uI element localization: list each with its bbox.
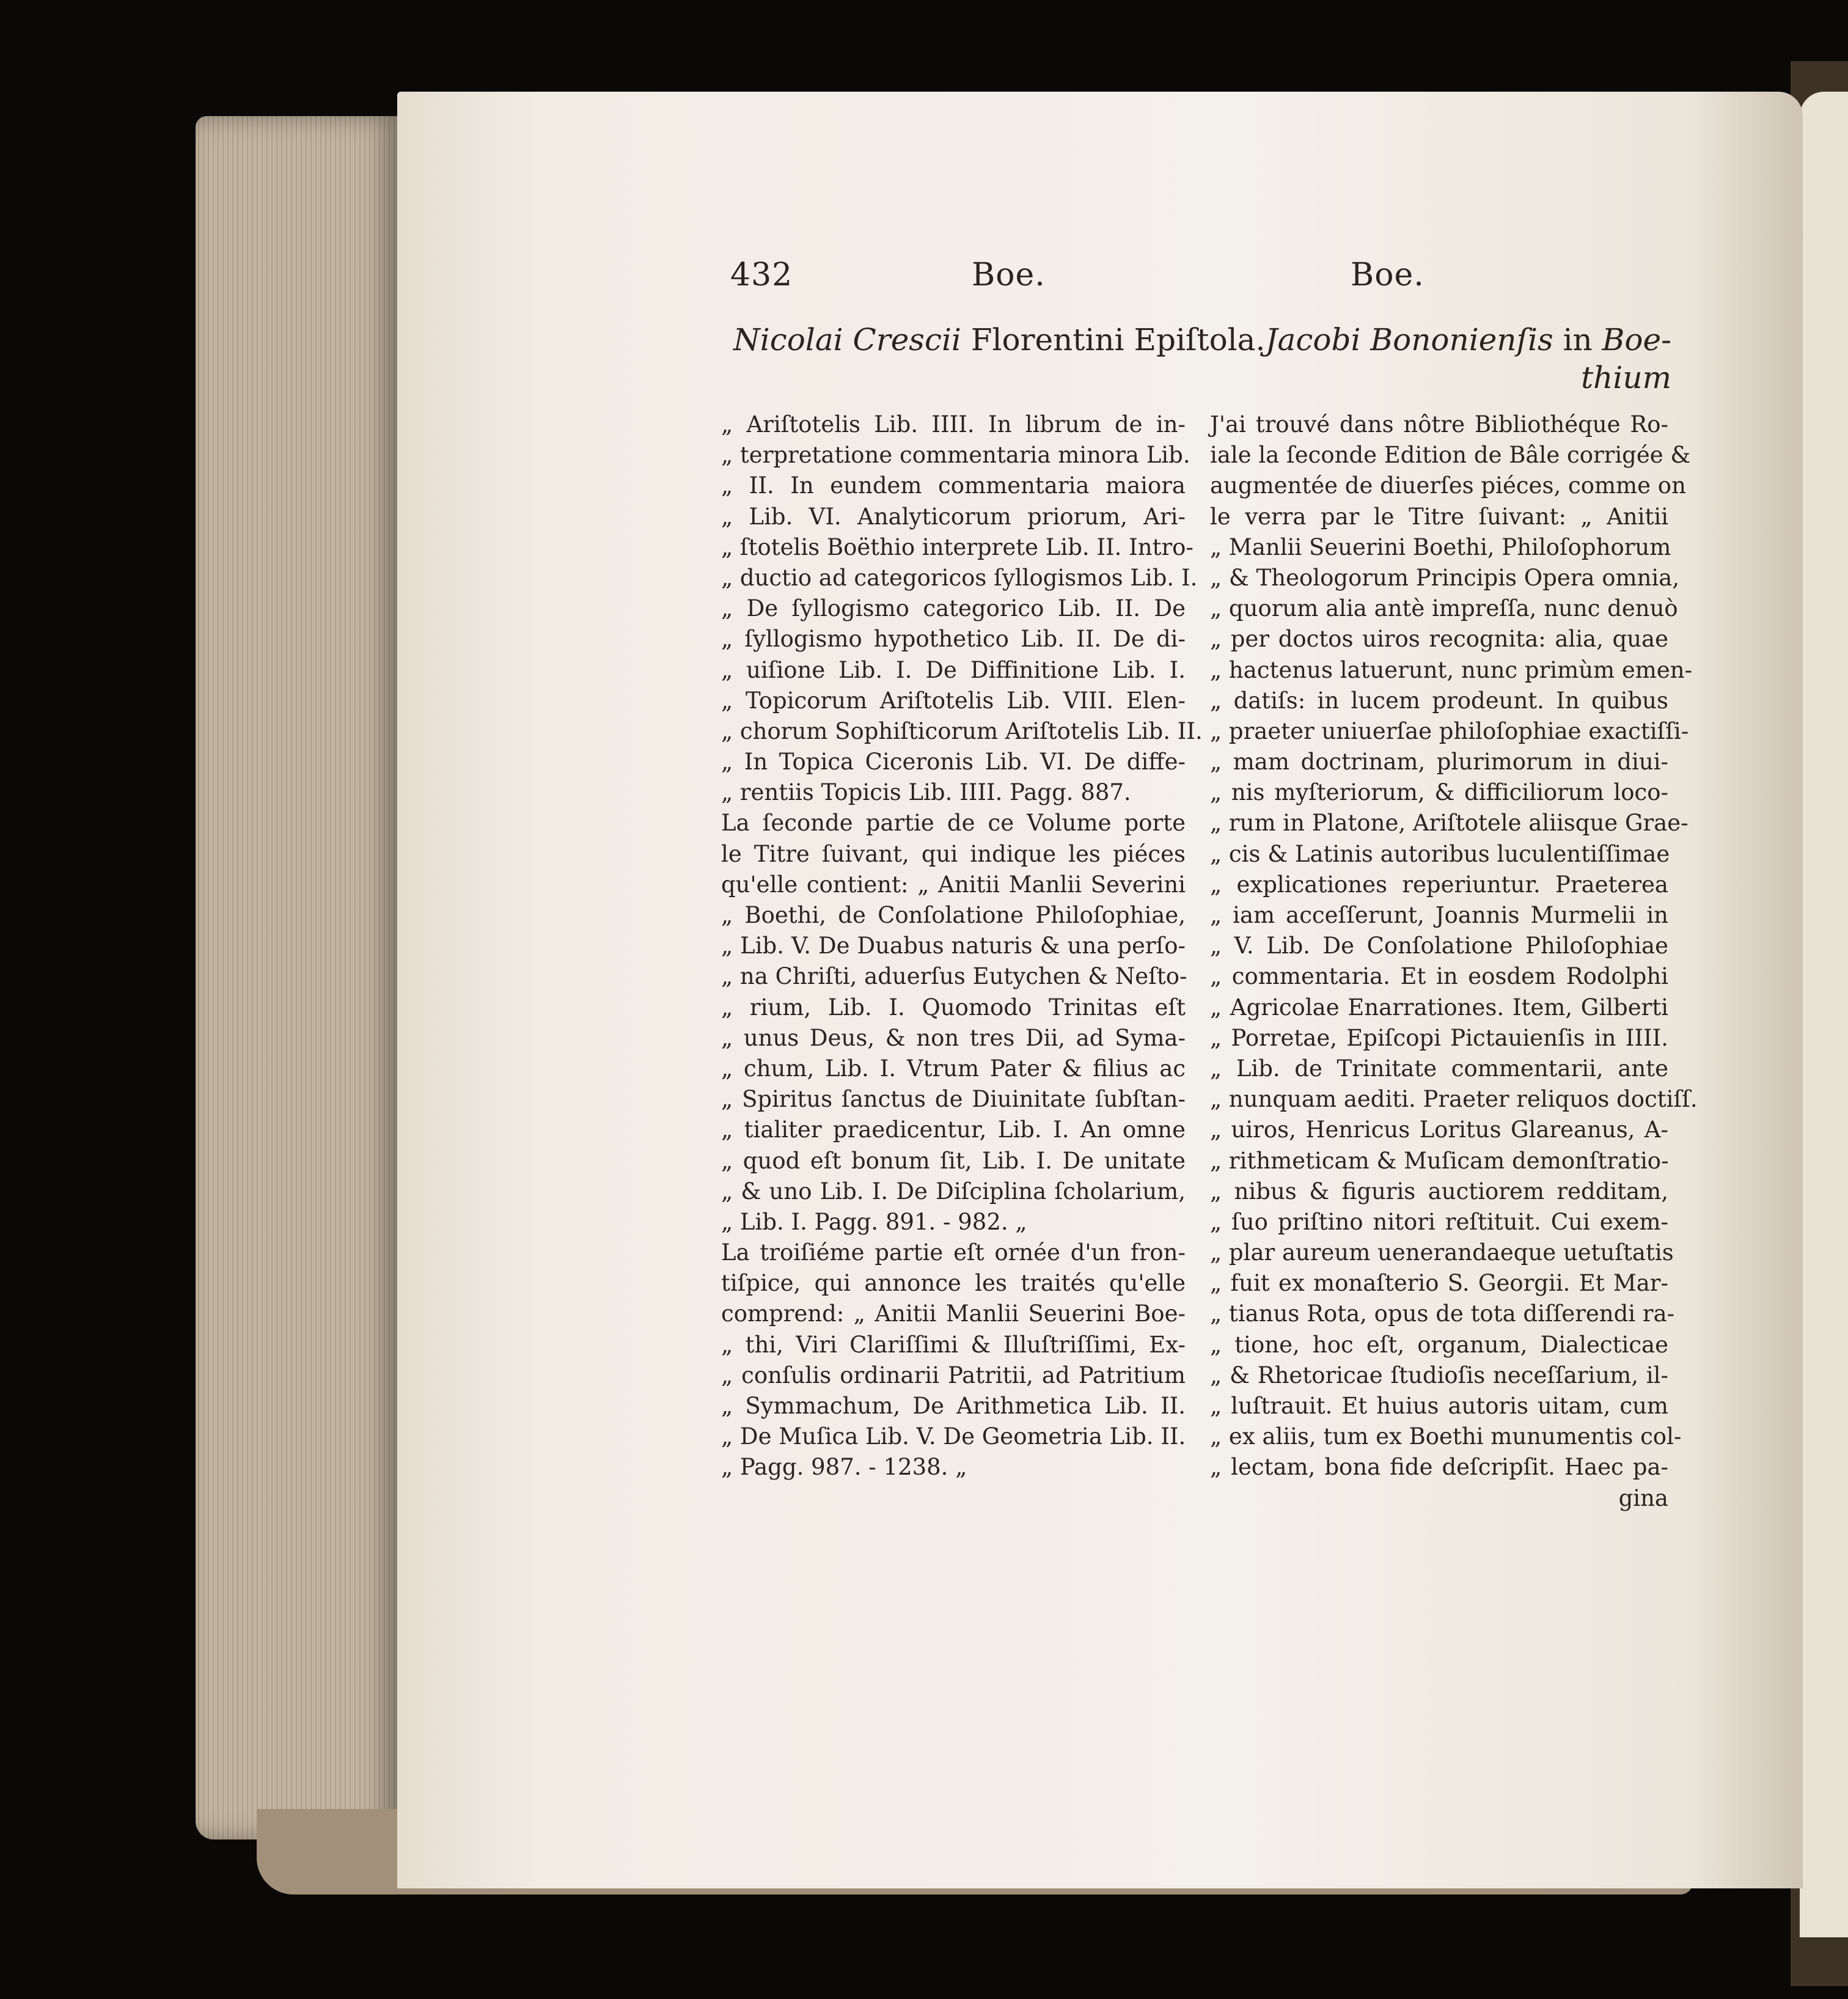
text-line: „ Lib. I. Pagg. 891. - 982. „ — [721, 1208, 1027, 1235]
text-line: „ II. In eundem commentaria maiora — [721, 472, 1186, 499]
text-line: le verra par le Titre ſuivant: „ Anitii — [1210, 503, 1668, 530]
text-line: „ unus Deus, & non tres Dii, ad Syma- — [721, 1024, 1186, 1051]
text-line: „ datiſs: in lucem prodeunt. In quibus — [1210, 687, 1668, 714]
text-line: „ rum in Platone, Ariſtotele aliisque Grae- — [1210, 810, 1689, 837]
text-line: qu'elle contient: „ Anitii Manlii Severini — [721, 871, 1186, 898]
text-line: „ nunquam aediti. Praeter reliquos doctiſſ. — [1210, 1086, 1698, 1113]
text-line: „ Lib. V. De Duabus naturis & una perſo- — [721, 933, 1186, 959]
text-line: „ In Topica Ciceronis Lib. VI. De diffe- — [721, 749, 1186, 776]
text-line: „ De Muſica Lib. V. De Geometria Lib. II. — [721, 1423, 1186, 1450]
text-line: „ chorum Sophiſticorum Ariſtotelis Lib. II. — [721, 717, 1203, 744]
right-heading-italic: Jacobi Bononienſis — [1265, 322, 1553, 358]
text-line: iale la ſeconde Edition de Bâle corrigée & — [1210, 442, 1691, 469]
right-heading-line-1 — [1262, 321, 1671, 359]
text-line: J'ai trouvé dans nôtre Bibliothéque Ro- — [1210, 411, 1668, 438]
right-heading-roman: in — [1553, 322, 1602, 358]
text-line: „ uiros, Henricus Loritus Glareanus, A- — [1210, 1117, 1668, 1143]
text-line: La troiſiéme partie eſt ornée d'un fron- — [721, 1239, 1186, 1266]
text-line: „ cis & Latinis autoribus luculentiſſimae — [1210, 840, 1670, 867]
text-line: gina — [1618, 1484, 1668, 1511]
text-line: „ explicationes reperiuntur. Praeterea — [1210, 871, 1668, 898]
text-line: „ V. Lib. De Conſolatione Philoſophiae — [1210, 933, 1668, 959]
text-line: „ luſtrauit. Et huius autoris uitam, cum — [1210, 1393, 1668, 1419]
text-line: „ hactenus latuerunt, nunc primùm emen- — [1210, 656, 1693, 683]
right-text-column — [1210, 409, 1698, 1514]
text-line: „ thi, Viri Clariſſimi & Illuſtriſſimi, Ex- — [721, 1331, 1186, 1358]
text-line: „ Spiritus ſanctus de Diuinitate ſubſtan- — [721, 1086, 1186, 1113]
text-line: „ conſulis ordinarii Patritii, ad Patritium — [721, 1362, 1186, 1388]
left-text-column — [721, 409, 1203, 1483]
text-line: „ Pagg. 987. - 1238. „ — [721, 1454, 967, 1481]
text-line: „ Lib. VI. Analyticorum priorum, Ari- — [721, 503, 1186, 530]
right-heading-line-2: thium — [1581, 360, 1671, 395]
text-line: „ quorum alia antè impreſſa, nunc denuò — [1210, 595, 1678, 622]
text-line: „ Agricolae Enarrationes. Item, Gilberti — [1210, 994, 1668, 1021]
left-heading-roman: Florentini Epiſtola. — [961, 322, 1266, 358]
text-line: „ mam doctrinam, plurimorum in diui- — [1210, 749, 1668, 776]
right-heading-italic-2: Boe- — [1602, 322, 1671, 358]
text-line: „ plar aureum uenerandaeque uetuſtatis — [1210, 1239, 1674, 1266]
text-line: „ ſyllogismo hypothetico Lib. II. De di- — [721, 626, 1186, 653]
text-line: „ fuit ex monaſterio S. Georgii. Et Mar- — [1210, 1270, 1668, 1297]
text-line: augmentée de diuerſes piéces, comme on — [1210, 472, 1686, 499]
text-line: „ & Rhetoricae ſtudioſis neceſſarium, il- — [1210, 1362, 1668, 1388]
text-line: „ tialiter praedicentur, Lib. I. An omne — [721, 1117, 1186, 1143]
text-line: comprend: „ Anitii Manlii Seuerini Boe- — [721, 1300, 1186, 1327]
text-line: „ Topicorum Ariſtotelis Lib. VIII. Elen- — [721, 687, 1186, 714]
text-line: La ſeconde partie de ce Volume porte — [721, 810, 1186, 837]
text-line: „ & Theologorum Principis Opera omnia, — [1210, 564, 1680, 591]
text-line: „ ſuo priſtino nitori reſtituit. Cui exem- — [1210, 1208, 1668, 1235]
left-heading-italic: Nicolai Crescii — [733, 322, 961, 358]
book-page-edges — [196, 116, 397, 1839]
text-line: „ ductio ad categoricos ſyllogismos Lib. I. — [721, 564, 1198, 591]
text-line: „ Lib. de Trinitate commentarii, ante — [1210, 1055, 1668, 1082]
text-line: „ commentaria. Et in eosdem Rodolphi — [1210, 963, 1668, 990]
text-line: „ rentiis Topicis Lib. IIII. Pagg. 887. — [721, 779, 1131, 806]
text-line: „ nibus & figuris auctiorem redditam, — [1210, 1178, 1668, 1205]
text-line: „ nis myſteriorum, & difficiliorum loco- — [1210, 779, 1668, 806]
text-line: le Titre ſuivant, qui indique les piéces — [721, 840, 1186, 867]
text-line: „ & uno Lib. I. De Diſciplina ſcholarium, — [721, 1178, 1186, 1205]
text-line: „ ex aliis, tum ex Boethi munumentis col- — [1210, 1423, 1682, 1450]
text-line: „ quod eſt bonum ſit, Lib. I. De unitate — [721, 1147, 1186, 1174]
text-line: „ lectam, bona fide deſcripſit. Haec pa- — [1210, 1454, 1668, 1481]
running-head-right: Boe. — [1351, 257, 1425, 293]
text-line: „ Ariſtotelis Lib. IIII. In librum de in- — [721, 411, 1186, 438]
text-line: „ chum, Lib. I. Vtrum Pater & filius ac — [721, 1055, 1186, 1082]
text-line: „ praeter uniuerſae philoſophiae exactiſſi- — [1210, 717, 1689, 744]
text-line: „ Symmachum, De Arithmetica Lib. II. — [721, 1393, 1186, 1419]
right-column-heading — [1262, 321, 1671, 397]
facing-page-sliver — [1800, 92, 1848, 1937]
text-line: „ tianus Rota, opus de tota diſſerendi ra- — [1210, 1300, 1675, 1327]
page-number: 432 — [730, 257, 793, 293]
text-line: „ Manlii Seuerini Boethi, Philoſophorum — [1210, 534, 1671, 560]
running-head-left: Boe. — [972, 257, 1046, 293]
text-line: „ De ſyllogismo categorico Lib. II. De — [721, 595, 1186, 622]
text-line: „ rithmeticam & Muſicam demonſtratio- — [1210, 1147, 1669, 1174]
text-line: „ ſtotelis Boëthio interprete Lib. II. Intro- — [721, 534, 1194, 560]
text-line: „ uiſione Lib. I. De Diffinitione Lib. I. — [721, 656, 1186, 683]
text-line: „ rium, Lib. I. Quomodo Trinitas eſt — [721, 994, 1186, 1021]
text-line: „ Boethi, de Conſolatione Philoſophiae, — [721, 902, 1186, 928]
text-line: „ tione, hoc eſt, organum, Dialecticae — [1210, 1331, 1668, 1358]
text-line: „ Porretae, Epiſcopi Pictauienſis in IIII. — [1210, 1024, 1668, 1051]
left-column-heading — [733, 321, 1266, 359]
text-line: „ per doctos uiros recognita: alia, quae — [1210, 626, 1668, 653]
text-line: „ terpretatione commentaria minora Lib. — [721, 442, 1190, 469]
text-line: „ iam acceſſerunt, Joannis Murmelii in — [1210, 902, 1668, 928]
text-line: tiſpice, qui annonce les traités qu'elle — [721, 1270, 1186, 1297]
text-line: „ na Chriſti, aduerſus Eutychen & Neſto- — [721, 963, 1187, 990]
